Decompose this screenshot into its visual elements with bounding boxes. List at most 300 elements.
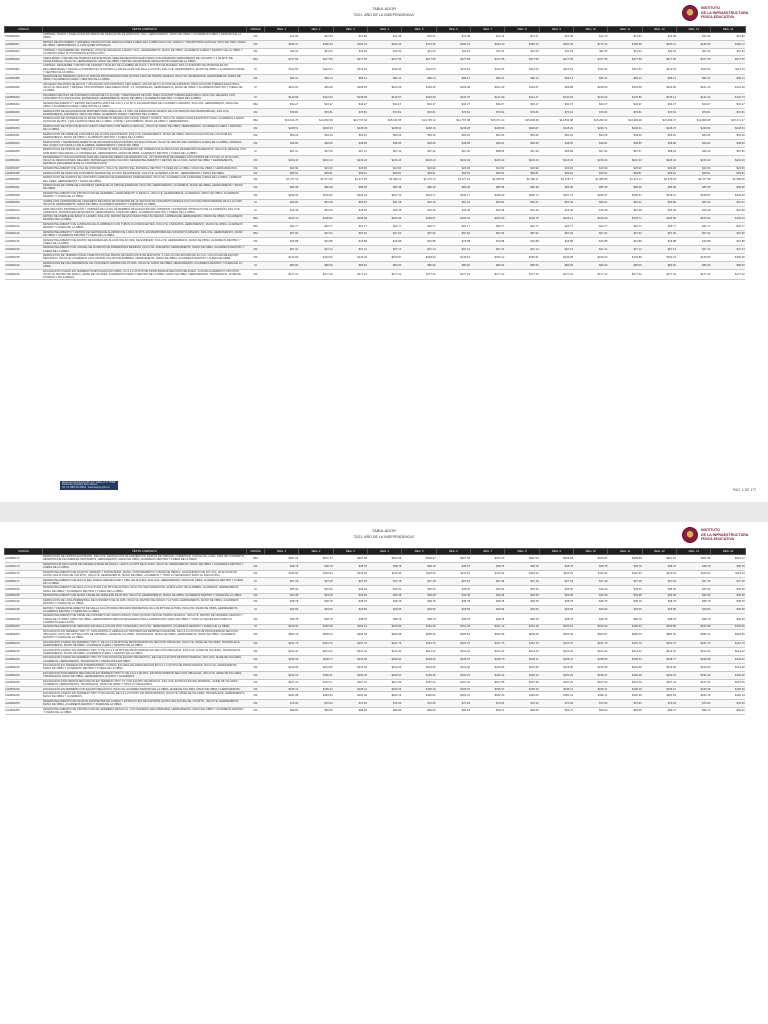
region-price: $181.90: [333, 691, 367, 699]
region-price: $48.95: [505, 140, 539, 148]
region-price: $29.56: [608, 606, 642, 614]
table-row: [5, 33, 746, 41]
item-description: DESPALME DE TERRENO HASTA 20 CMS DE PROFUNDIDAD PARA QUITAR CAPA DE TIERRA VEGETAL INCLUYE: DESENRAICE, HERRAMIENTA, MANO DE OBRA Y ACARREOS FUERA Y DENTRO DE LA OBRA.: [43, 75, 247, 83]
region-price: $237.63: [368, 191, 402, 199]
region-price: $214.42: [368, 648, 402, 656]
region-price: $70.81: [471, 109, 505, 117]
region-price: $38.78: [299, 562, 333, 570]
item-code: 1110800084: [5, 64, 43, 75]
region-price: $59.81: [642, 171, 676, 176]
region-price: $248.39: [333, 124, 367, 132]
region-price: $15.48: [642, 207, 676, 215]
region-price: $248.63: [711, 124, 745, 132]
item-unit: M3: [247, 75, 265, 83]
region-price: $16.88: [505, 238, 539, 246]
region-price: $51.31: [608, 199, 642, 207]
column-header: REG. 1: [265, 27, 299, 33]
region-price: $15.48: [677, 207, 711, 215]
region-price: $214.42: [677, 648, 711, 656]
region-price: $48.80: [642, 140, 676, 148]
item-description: DEMOLICIÓN DE OSA PERIMETRAL DE CONCRETO ARMADO DE 15 CMS. INCLUYE: MANO DE OBRA, HERRAMIENTA, ACARREOS DENTRO Y FUERA DE LA OBRA.: [43, 261, 247, 269]
region-price: $477.55: [368, 56, 402, 64]
region-price: $180.37: [265, 40, 299, 48]
item-description: DESMANTELAMIENTO DE CANCEL DE ALUMINIO DE DIFERENTES MEDIDAS, INCLUYE: ANDAMIOS, HERRAMIENTA, MANO DE OBRA, ACARREOS DENTRO Y FUERA DE LA OBRA.: [43, 246, 247, 254]
region-price: $477.55: [711, 56, 745, 64]
region-price: $238.78: [436, 656, 470, 664]
region-price: $238.79: [471, 656, 505, 664]
region-price: $54.26: [299, 132, 333, 140]
item-description: DEMOLICIÓN DE FIRME DE CONCRETO DE 10 CMS DE ESPESOR, INCLUYE: HERRAMIENTA, MANO DE OBRA, DESCOLOCACIÓN DE LOS NIVELES, HERRAMIENTA, MANO DE OBRA Y ACARREOS DENTRO Y FUERA DE LA OBRA.: [43, 132, 247, 140]
region-price: $80.60: [436, 261, 470, 269]
region-price: $112.54: [539, 64, 573, 75]
region-price: $214.42: [505, 648, 539, 656]
region-price: $219.96: [539, 663, 573, 671]
item-unit: PZA: [247, 222, 265, 230]
price-table: [4, 548, 746, 715]
region-price: $101.25: [677, 82, 711, 93]
region-price: $12.99: [642, 33, 676, 41]
table-row: [5, 183, 746, 191]
table-row: [5, 606, 746, 614]
region-price: $695.08: [505, 629, 539, 640]
item-code: 1110800165: [5, 269, 43, 280]
region-price: $13.38: [436, 33, 470, 41]
item-unit: M: [247, 261, 265, 269]
region-price: $161.76: [471, 640, 505, 648]
item-unit: M: [247, 148, 265, 156]
region-price: $219.96: [299, 663, 333, 671]
region-price: $34.27: [402, 101, 436, 109]
column-header: CODIGO: [5, 27, 43, 33]
region-price: $12.00: [368, 48, 402, 56]
region-price: $195.37: [471, 687, 505, 692]
item-unit: M2: [247, 155, 265, 166]
region-price: $103.48: [436, 82, 470, 93]
region-price: $34.27: [711, 101, 745, 109]
region-price: $177.22: [299, 269, 333, 280]
item-code: 1110800176: [5, 570, 43, 578]
region-price: $161.76: [265, 640, 299, 648]
item-code: 1110800245: [5, 691, 43, 699]
region-price: $15.48: [299, 207, 333, 215]
region-price: $1,380.12: [368, 176, 402, 184]
region-price: $70.93: [471, 699, 505, 707]
region-price: $23.90: [677, 166, 711, 171]
item-unit: M3: [247, 40, 265, 48]
item-code: 1110800055: [5, 148, 43, 156]
region-price: $80.60: [539, 261, 573, 269]
region-price: $190.34: [642, 671, 676, 679]
region-price: $86.38: [642, 183, 676, 191]
region-price: $45.30: [608, 586, 642, 594]
page-header: [0, 528, 768, 540]
region-price: $33.48: [574, 593, 608, 598]
region-price: $12.99: [299, 33, 333, 41]
item-description: LIMPIEZA Y DESHIERBE DEL TERRENO, ATAQUE ORGÁNICO A MANO, INCL. HERRAMIENTA, MANO DE OBRA, ACARREOS FUERA Y DENTRO DE LA OBRA Y ACOMODO PARA SU POSTERIOR EXTRACCIÓN.: [43, 48, 247, 56]
region-price: $99.84: [265, 707, 299, 715]
column-header: REG. 13: [677, 549, 711, 555]
item-code: 1110800235: [5, 679, 43, 687]
item-code: 1110800145: [5, 238, 43, 246]
item-code: 1110800100: [5, 207, 43, 215]
region-price: $45.30: [299, 586, 333, 594]
region-price: $150.63: [574, 253, 608, 261]
table-row: [5, 140, 746, 148]
region-price: $51.38: [299, 199, 333, 207]
item-unit: M: [247, 606, 265, 614]
item-code: 1110800050: [5, 124, 43, 132]
region-price: $190.42: [471, 671, 505, 679]
region-price: $237.73: [539, 191, 573, 199]
region-price: $38.78: [333, 562, 367, 570]
region-price: $216.43: [333, 155, 367, 166]
region-price: $59.81: [299, 171, 333, 176]
region-price: $59.81: [677, 171, 711, 176]
region-price: $238.61: [711, 656, 745, 664]
region-price: $34.27: [471, 101, 505, 109]
region-price: $22.77: [436, 222, 470, 230]
region-price: $23.90: [574, 166, 608, 171]
region-price: $54.26: [574, 132, 608, 140]
region-price: $110.94: [574, 570, 608, 578]
region-price: $214.42: [608, 648, 642, 656]
region-price: $105.93: [677, 215, 711, 223]
region-price: $38.78: [711, 562, 745, 570]
region-price: $182.09: [471, 691, 505, 699]
item-unit: M2: [247, 171, 265, 176]
region-price: $49.02: [677, 140, 711, 148]
region-price: $105.71: [608, 215, 642, 223]
region-price: $16.88: [677, 238, 711, 246]
region-price: $48.95: [539, 140, 573, 148]
region-price: $1,377.06: [299, 176, 333, 184]
region-price: $38.78: [333, 614, 367, 625]
region-price: $907.63: [265, 555, 299, 563]
region-price: $68.12: [677, 148, 711, 156]
region-price: $80.60: [299, 261, 333, 269]
region-price: $54.26: [333, 132, 367, 140]
item-code: 1110800210: [5, 640, 43, 648]
item-code: 1110800240: [5, 687, 43, 692]
region-price: $183.10: [471, 40, 505, 48]
region-price: $1,380.03: [471, 176, 505, 184]
region-price: $13.38: [539, 33, 573, 41]
region-price: $70.81: [436, 109, 470, 117]
region-price: $99.47: [539, 707, 573, 715]
item-unit: M3: [247, 253, 265, 261]
table-row: [5, 238, 746, 246]
region-price: $38.78: [265, 614, 299, 625]
region-price: $23.90: [471, 166, 505, 171]
region-price: $11.63: [436, 48, 470, 56]
region-price: $236.71: [436, 191, 470, 199]
table-row: [5, 648, 746, 656]
region-price: $38.78: [711, 614, 745, 625]
table-row: [5, 40, 746, 48]
region-price: $86.38: [402, 183, 436, 191]
region-price: $45.30: [711, 586, 745, 594]
region-price: $27.18: [402, 578, 436, 586]
region-price: $59.81: [368, 171, 402, 176]
table-row: [5, 629, 746, 640]
region-price: $27.18: [574, 578, 608, 586]
region-price: $38.78: [642, 614, 676, 625]
region-price: $248.69: [471, 124, 505, 132]
region-price: $182.72: [711, 40, 745, 48]
region-price: $238.77: [299, 656, 333, 664]
region-price: $70.93: [711, 699, 745, 707]
region-price: $67.92: [436, 230, 470, 238]
item-description: DESMANTELAMIENTO DE MURO A BASE DE TEPALETE DE 80 MM. INCLUYE: HERRAMIENTA, MANO DE OBRA, ACARREOS DENTRO Y FUERA DE LA OBRA.: [43, 593, 247, 598]
region-price: $33.48: [677, 593, 711, 598]
region-price: $150.54: [608, 625, 642, 630]
column-header: REG. 7: [471, 549, 505, 555]
region-price: $16.88: [436, 238, 470, 246]
region-price: $38.78: [402, 562, 436, 570]
region-price: $149.46: [333, 253, 367, 261]
region-price: $167.63: [677, 679, 711, 687]
column-header: REG. 4: [368, 27, 402, 33]
item-description: ASEGURADO Y RETIRO DE TRABAJO EXISTENTE EN ÁREA DE REGISTRO ELÉCTRICO CON DIÁMETRO APROXIMADO DE 1.00 MTS. Y 1.50 MTS. DE PROFUNDIDAD, INCLUYE: HERRAMIENTA, MANO DE OBRA Y RETIRO DE MATERIAL RESULTANTE FUERA DE LA OBRA.: [43, 56, 247, 64]
region-price: $80.60: [711, 261, 745, 269]
region-price: $80.60: [471, 261, 505, 269]
region-price: $80.60: [574, 261, 608, 269]
table-row: [5, 261, 746, 269]
region-price: $86.38: [711, 183, 745, 191]
region-price: $15.48: [471, 207, 505, 215]
region-price: $214.42: [299, 648, 333, 656]
region-price: $80.60: [677, 261, 711, 269]
region-price: $101.38: [711, 82, 745, 93]
region-price: $907.81: [642, 555, 676, 563]
region-price: $110.94: [677, 570, 711, 578]
region-price: $51.28: [368, 199, 402, 207]
table-row: [5, 64, 746, 75]
column-header: REG. 4: [368, 549, 402, 555]
region-price: $38.78: [505, 562, 539, 570]
item-description: DESMANTELAMIENTO DE TECHOS EXISTENTES DE LÁMINA Y ESTRUCTURA DE SOPORTE HASTA UNA ALTURA DE 4.00 MTS., INCLUYE: HERRAMIENTA, MANO DE OBRA, ACARREOS DENTRO Y FUERA DE LA OBRA.: [43, 699, 247, 707]
region-price: $214.42: [333, 648, 367, 656]
region-price: $14.70: [574, 33, 608, 41]
region-price: $67.21: [333, 148, 367, 156]
region-price: $150.33: [265, 625, 299, 630]
region-price: $167.44: [642, 679, 676, 687]
region-price: $67.92: [333, 230, 367, 238]
region-price: $167.19: [608, 679, 642, 687]
table-row: [5, 578, 746, 586]
region-price: $27.14: [608, 246, 642, 254]
region-price: $99.53: [436, 707, 470, 715]
column-header: REG. 11: [608, 27, 642, 33]
item-description: EXCAVACIÓN A MANO EN TERRENO TIPO "I" DE 0.0 A 2.00 MTS DE PROFUNDIDAD EN SECCIÓN OBLIGADA, INCLUYE: AFINE DE TALUDES, TRASPALEOS, HERRAMIENTA, MANO DE OBRA, ACARREOS FUERA Y DENTRO DE LA OBRA.: [43, 640, 247, 648]
item-code: 1110800091: [5, 183, 43, 191]
region-price: $1,378.77: [539, 176, 573, 184]
table-row: [5, 117, 746, 125]
column-header: REG. 14: [711, 549, 745, 555]
region-price: $33.48: [368, 593, 402, 598]
table-row: [5, 124, 746, 132]
region-price: $477.55: [642, 56, 676, 64]
region-price: $66.89: [539, 148, 573, 156]
region-price: $27.18: [299, 578, 333, 586]
item-code: 1110800255: [5, 707, 43, 715]
region-price: $48.81: [574, 140, 608, 148]
region-price: $34.27: [333, 101, 367, 109]
region-price: $143.80: [608, 93, 642, 101]
region-price: $195.41: [574, 687, 608, 692]
item-code: 1110800250: [5, 699, 43, 707]
region-price: $23.90: [642, 166, 676, 171]
region-price: $59.81: [265, 171, 299, 176]
region-price: $15.48: [574, 207, 608, 215]
region-price: $96.14: [402, 75, 436, 83]
region-price: $477.55: [299, 56, 333, 64]
item-code: 1110800094: [5, 101, 43, 109]
region-price: $11.63: [642, 48, 676, 56]
region-price: $34.27: [436, 101, 470, 109]
region-price: $67.92: [265, 230, 299, 238]
region-price: $38.78: [574, 614, 608, 625]
region-price: $177.22: [539, 269, 573, 280]
region-price: $27.18: [265, 578, 299, 586]
region-price: $38.78: [402, 598, 436, 606]
region-price: $185.70: [505, 40, 539, 48]
region-price: $477.55: [608, 56, 642, 64]
region-price: $149.28: [539, 253, 573, 261]
item-description: EXCAVACIÓN EN TERRENO TIPO "C" CON MARTILLO HIDRÁULICO MONTADO EN RETROEXCAVADORA, DE 0.0 A 2.00 MTS DE PROFUNDIDAD SECCIÓN OBLIGADA, INCLUYE: EXTRACCIÓN DE MATERIAL, AFINE DE TALUDES, TRASPALEOS, MANO DE OBRA, HERRAMIENTA, MANO DE OBRA, ACARREOS DENTRO Y FUERA DE LA OBRA.: [43, 629, 247, 640]
region-price: $70.93: [436, 699, 470, 707]
region-price: $182.13: [368, 691, 402, 699]
column-header: REG. 5: [402, 27, 436, 33]
region-price: $70.93: [505, 699, 539, 707]
item-unit: M: [247, 64, 265, 75]
item-description: DEMOLICIÓN DE FIRME DE CONCRETO SIMPLE DE 10 CMS DE ESPESOR, INCLUYE: HERRAMIENTA, ACARREOS, MANO DE OBRA, HERRAMIENTA Y MANO DE OBRA.: [43, 183, 247, 191]
region-price: $110.94: [471, 570, 505, 578]
region-price: $236.90: [333, 656, 367, 664]
region-price: $99.58: [608, 707, 642, 715]
region-price: $67.92: [539, 230, 573, 238]
region-price: $1,374.73: [402, 176, 436, 184]
region-price: $150.87: [368, 253, 402, 261]
item-unit: M3: [247, 176, 265, 184]
region-price: $150.98: [677, 625, 711, 630]
column-header: REG. 8: [505, 27, 539, 33]
table-row: [5, 699, 746, 707]
region-price: $96.14: [574, 75, 608, 83]
region-price: $182.02: [402, 691, 436, 699]
region-price: $38.78: [711, 598, 745, 606]
region-price: $16.88: [368, 238, 402, 246]
region-price: $80.60: [333, 261, 367, 269]
region-price: $38.78: [677, 614, 711, 625]
region-price: $99.48: [333, 707, 367, 715]
region-price: $149.88: [608, 253, 642, 261]
region-price: $238.80: [574, 656, 608, 664]
region-price: $48.83: [402, 140, 436, 148]
region-price: $70.81: [677, 109, 711, 117]
item-description: DESARMADO Y COLOCACIÓN DE TAPA DE LÁMINA DE CERDA GALVANIZADA CAL. 20 Y BASTIDOR DE MADERA CON POSTES DE 4"x4"x10. M. ID 40 CMS., INCLUYE: REFACCIONES, RELLENO, MATERIALES PARA FIJACIÓN, DESMANTELAMIENTO Y RETIRO DE LA TAPA, MANO DE OBRA Y HERRAMIENTA, MATERIAL PROCEDENTE DE LA CONSTRUCCIÓN.: [43, 155, 247, 166]
region-price: $86.38: [333, 183, 367, 191]
region-price: $182.04: [711, 691, 745, 699]
region-price: $29.56: [711, 606, 745, 614]
region-price: $70.81: [333, 109, 367, 117]
region-price: $38.78: [471, 614, 505, 625]
region-price: $219.96: [608, 663, 642, 671]
region-price: $908.86: [608, 555, 642, 563]
region-price: $11.63: [333, 48, 367, 56]
region-price: $1,377.19: [436, 176, 470, 184]
item-code: 1110800225: [5, 663, 43, 671]
item-unit: M3: [247, 648, 265, 656]
region-price: $16.88: [608, 238, 642, 246]
column-header: REG. 6: [436, 27, 470, 33]
item-unit: M2: [247, 183, 265, 191]
region-price: $22.77: [333, 222, 367, 230]
item-description: DESMANTELAMIENTO DE MALLA CICLÓN DE 2.00 MTS DE ALTURA, INCLUYE: RECUPERACIÓN, ENROLLADO DE ALAMBRE, ACARREOS, HERRAMIENTA, MANO DE OBRA Y ACARREOS DENTRO Y FUERA DE LA OBRA.: [43, 586, 247, 594]
table-row: [5, 586, 746, 594]
region-price: $236.97: [574, 191, 608, 199]
region-price: $96.14: [471, 75, 505, 83]
table-row: [5, 132, 746, 140]
region-price: $150.93: [574, 625, 608, 630]
item-description: DEMOLICIÓN DE APLANADOS DE MORTERO CEM-ARENA DE 1.5 CMS. DE ESPESOR EN MUROS DE CONTENCIÓN DE PIEDRA BRAZA, INCLUYE: HERRAMIENTA, ANDAMIOS, MANO DE OBRA, ACARREOS FUERA Y DENTRO DE LA OBRA.: [43, 109, 247, 117]
region-price: $110.94: [711, 570, 745, 578]
table-row: [5, 75, 746, 83]
region-price: $104.67: [505, 82, 539, 93]
region-price: $694.16: [265, 629, 299, 640]
column-header: REG. 14: [711, 27, 745, 33]
region-price: $38.78: [436, 598, 470, 606]
region-price: $477.55: [574, 56, 608, 64]
region-price: $59.81: [711, 171, 745, 176]
item-description: DEMOLICIÓN DE CISTERNA DE 10 M3 DE CONCRETO ARMADO EN LOSAS, PISOS Y MUROS, INCLUYE: DEMOLICIÓN EN ESTRUCTURA, ACARREOS A MANO HASTA EN 20 MTS. Y EN CAMIÓN FUERA DE LA OBRA, CORTE Y ESCOMBROS, MANO DE OBRA Y HERRAMIENTA.: [43, 117, 247, 125]
region-price: $67.92: [608, 230, 642, 238]
item-code: 1110800063: [5, 48, 43, 56]
region-price: $477.55: [471, 56, 505, 64]
region-price: $23.90: [608, 166, 642, 171]
region-price: $16.61: [402, 33, 436, 41]
region-price: $34.27: [265, 101, 299, 109]
region-price: $33.48: [711, 593, 745, 598]
region-price: $1,377.58: [677, 176, 711, 184]
region-price: $694.87: [574, 629, 608, 640]
region-price: $248.37: [642, 124, 676, 132]
item-code: 1110800060: [5, 155, 43, 166]
column-header: REG. 13: [677, 27, 711, 33]
region-price: $219.96: [642, 663, 676, 671]
region-price: $182.06: [505, 691, 539, 699]
region-price: $190.36: [402, 671, 436, 679]
seal-icon: [682, 5, 698, 21]
region-price: $13.84: [608, 33, 642, 41]
region-price: $12.99: [368, 33, 402, 41]
region-price: $29.56: [368, 606, 402, 614]
region-price: $1,379.63: [642, 176, 676, 184]
region-price: $23.90: [505, 166, 539, 171]
region-price: $45.30: [505, 586, 539, 594]
region-price: $106.21: [539, 215, 573, 223]
region-price: $48.85: [436, 140, 470, 148]
region-price: $27.18: [333, 578, 367, 586]
region-price: $86.38: [471, 183, 505, 191]
region-price: $236.87: [677, 191, 711, 199]
region-price: $236.69: [265, 656, 299, 664]
region-price: $195.19: [642, 687, 676, 692]
region-price: $67.08: [299, 148, 333, 156]
region-price: $67.06: [574, 148, 608, 156]
region-price: $105.67: [402, 215, 436, 223]
region-price: $161.76: [539, 640, 573, 648]
